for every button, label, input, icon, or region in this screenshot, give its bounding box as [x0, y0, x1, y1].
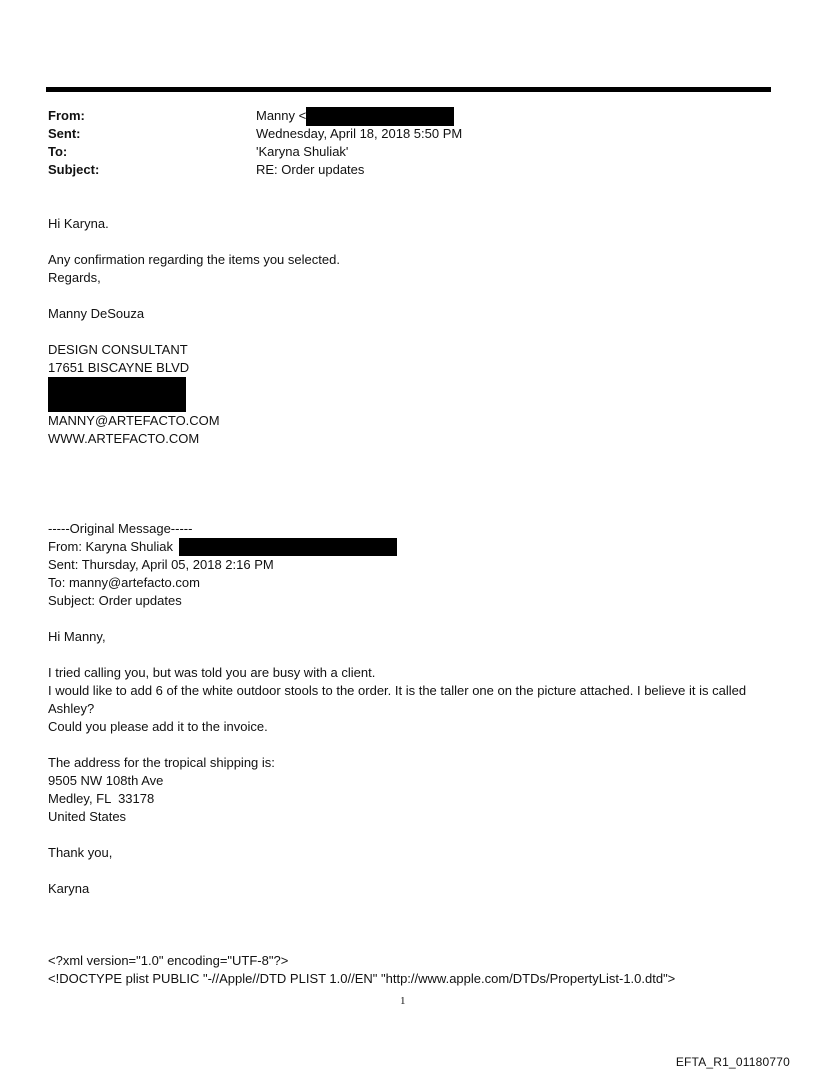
original-paragraph-line: I would like to add 6 of the white outdoor stools to the order. It is the taller one on the picture attached. I believe it is called Ashley?	[48, 683, 747, 716]
redaction-bar	[179, 538, 397, 556]
signature-website: WWW.ARTEFACTO.COM	[48, 431, 200, 446]
address-line: Medley, FL 33178	[48, 791, 155, 806]
header-rule	[46, 87, 771, 92]
original-separator: -----Original Message-----	[48, 521, 193, 536]
xml-declaration: <?xml version="1.0" encoding="UTF-8"?>	[48, 953, 289, 968]
original-to: To: manny@artefacto.com	[48, 575, 200, 590]
address-line: 9505 NW 108th Ave	[48, 773, 164, 788]
reply-line: Any confirmation regarding the items you selected.	[48, 252, 340, 267]
reply-regards: Regards,	[48, 270, 101, 285]
signature-title: DESIGN CONSULTANT	[48, 342, 188, 357]
original-sent: Sent: Thursday, April 05, 2018 2:16 PM	[48, 557, 274, 572]
xml-doctype: <!DOCTYPE plist PUBLIC "-//Apple//DTD PLIST 1.0//EN" "http://www.apple.com/DTDs/PropertyList-1.0.dtd">	[48, 971, 676, 986]
address-intro: The address for the tropical shipping is:	[48, 755, 275, 770]
redaction-bar	[306, 107, 454, 126]
from-name: Manny <	[256, 108, 307, 123]
original-subject: Subject: Order updates	[48, 593, 182, 608]
original-greeting: Hi Manny,	[48, 629, 106, 644]
page-number: 1	[400, 995, 406, 1007]
document-id: EFTA_R1_01180770	[675, 1055, 790, 1069]
original-signature: Karyna	[48, 881, 90, 896]
sent-value: Wednesday, April 18, 2018 5:50 PM	[256, 126, 463, 141]
subject-value: RE: Order updates	[256, 162, 365, 177]
sent-label: Sent:	[48, 126, 81, 141]
from-label: From:	[48, 108, 85, 123]
address-line: United States	[48, 809, 127, 824]
signature-street: 17651 BISCAYNE BLVD	[48, 360, 190, 375]
to-label: To:	[48, 144, 68, 159]
original-from	[48, 538, 397, 556]
original-paragraph-line: Could you please add it to the invoice.	[48, 719, 268, 734]
original-thanks: Thank you,	[48, 845, 113, 860]
redaction-bar	[48, 377, 186, 412]
reply-greeting: Hi Karyna.	[48, 216, 109, 231]
original-paragraph-line: I tried calling you, but was told you are busy with a client.	[48, 665, 376, 680]
subject-label: Subject:	[48, 162, 100, 177]
from-value	[256, 107, 454, 126]
signature-name: Manny DeSouza	[48, 306, 145, 321]
original-from-text: From: Karyna Shuliak	[48, 539, 173, 554]
signature-email: MANNY@ARTEFACTO.COM	[48, 413, 220, 428]
to-value: 'Karyna Shuliak'	[256, 144, 349, 159]
